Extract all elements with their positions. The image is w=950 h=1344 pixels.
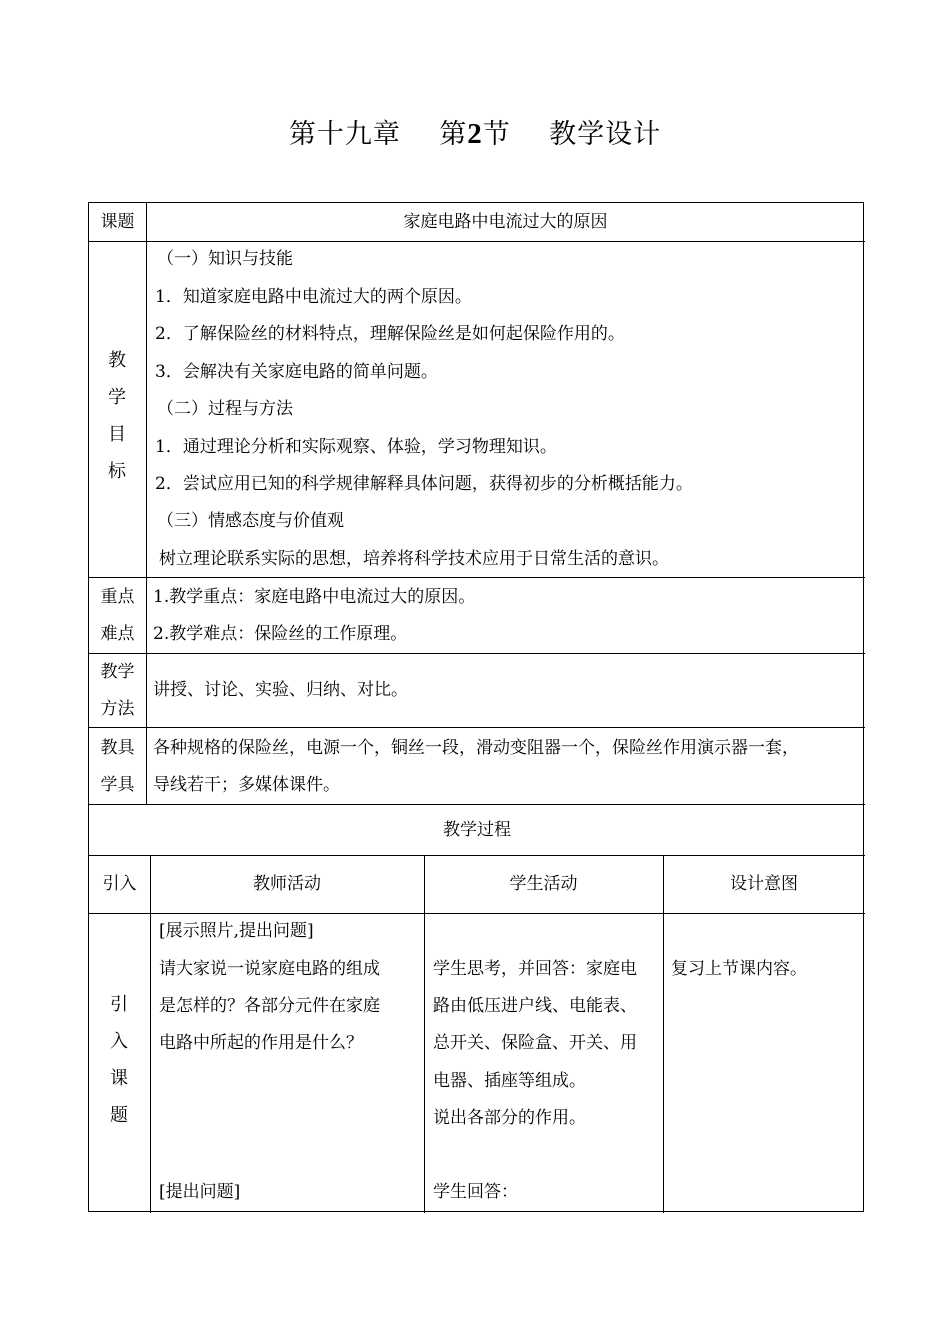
goals-line: 1．知道家庭电路中电流过大的两个原因。 [155, 287, 472, 307]
teacher-line: 是怎样的？各部分元件在家庭 [159, 996, 380, 1016]
tools-line: 导线若干；多媒体课件。 [153, 775, 340, 795]
lesson-plan-table [88, 202, 864, 1212]
tools-label: 学具 [100, 775, 135, 795]
student-line: 学生思考，并回答：家庭电 [433, 959, 637, 979]
tools-line: 各种规格的保险丝，电源一个，铜丝一段，滑动变阻器一个，保险丝作用演示器一套， [153, 738, 799, 758]
key-label: 重点 [100, 587, 135, 607]
col-header-stage: 引入 [102, 874, 137, 894]
difficult-point: 2.教学难点：保险丝的工作原理。 [153, 624, 408, 644]
col-header-intent: 设计意图 [730, 874, 798, 894]
process-heading: 教学过程 [443, 820, 511, 840]
teacher-line: 电路中所起的作用是什么？ [159, 1033, 363, 1053]
intent-line: 复习上节课内容。 [671, 959, 807, 979]
student-line: 路由低压进户线、电能表、 [433, 996, 637, 1016]
student-line: 学生回答： [433, 1182, 518, 1202]
goals-line: 3．会解决有关家庭电路的简单问题。 [155, 362, 438, 382]
goals-line: 树立理论联系实际的思想，培养将科学技术应用于日常生活的意识。 [159, 549, 669, 569]
goals-line: （三）情感态度与价值观 [157, 511, 344, 531]
method-value: 讲授、讨论、实验、归纳、对比。 [153, 680, 408, 700]
key-point: 1.教学重点：家庭电路中电流过大的原因。 [153, 587, 476, 607]
difficulty-label: 难点 [100, 624, 135, 644]
topic-value: 家庭电路中电流过大的原因 [403, 212, 608, 232]
student-line: 电器、插座等组成。 [433, 1071, 586, 1091]
col-header-teacher: 教师活动 [253, 874, 321, 894]
goals-line: 2．了解保险丝的材料特点，理解保险丝是如何起保险作用的。 [155, 324, 625, 344]
method-label: 方法 [100, 699, 135, 719]
student-line: 说出各部分的作用。 [433, 1108, 586, 1128]
goals-line: （一）知识与技能 [157, 249, 293, 269]
page-title: 第十九章 第2节 教学设计 [288, 118, 662, 150]
student-line: 总开关、保险盒、开关、用 [433, 1033, 637, 1053]
teacher-line: [提出问题] [159, 1182, 241, 1202]
topic-label: 课题 [100, 212, 135, 232]
teacher-line: [展示照片,提出问题] [159, 921, 314, 941]
goals-label: 教 学 目 标 [108, 350, 126, 482]
method-label: 教学 [100, 662, 135, 682]
col-header-student: 学生活动 [509, 874, 578, 894]
teacher-line: 请大家说一说家庭电路的组成 [159, 959, 380, 979]
stage-label: 引 入 课 题 [110, 994, 128, 1126]
goals-line: 2．尝试应用已知的科学规律解释具体问题，获得初步的分析概括能力。 [155, 474, 693, 494]
tools-label: 教具 [100, 738, 135, 758]
goals-line: 1．通过理论分析和实际观察、体验，学习物理知识。 [155, 437, 557, 457]
goals-line: （二）过程与方法 [157, 399, 293, 419]
